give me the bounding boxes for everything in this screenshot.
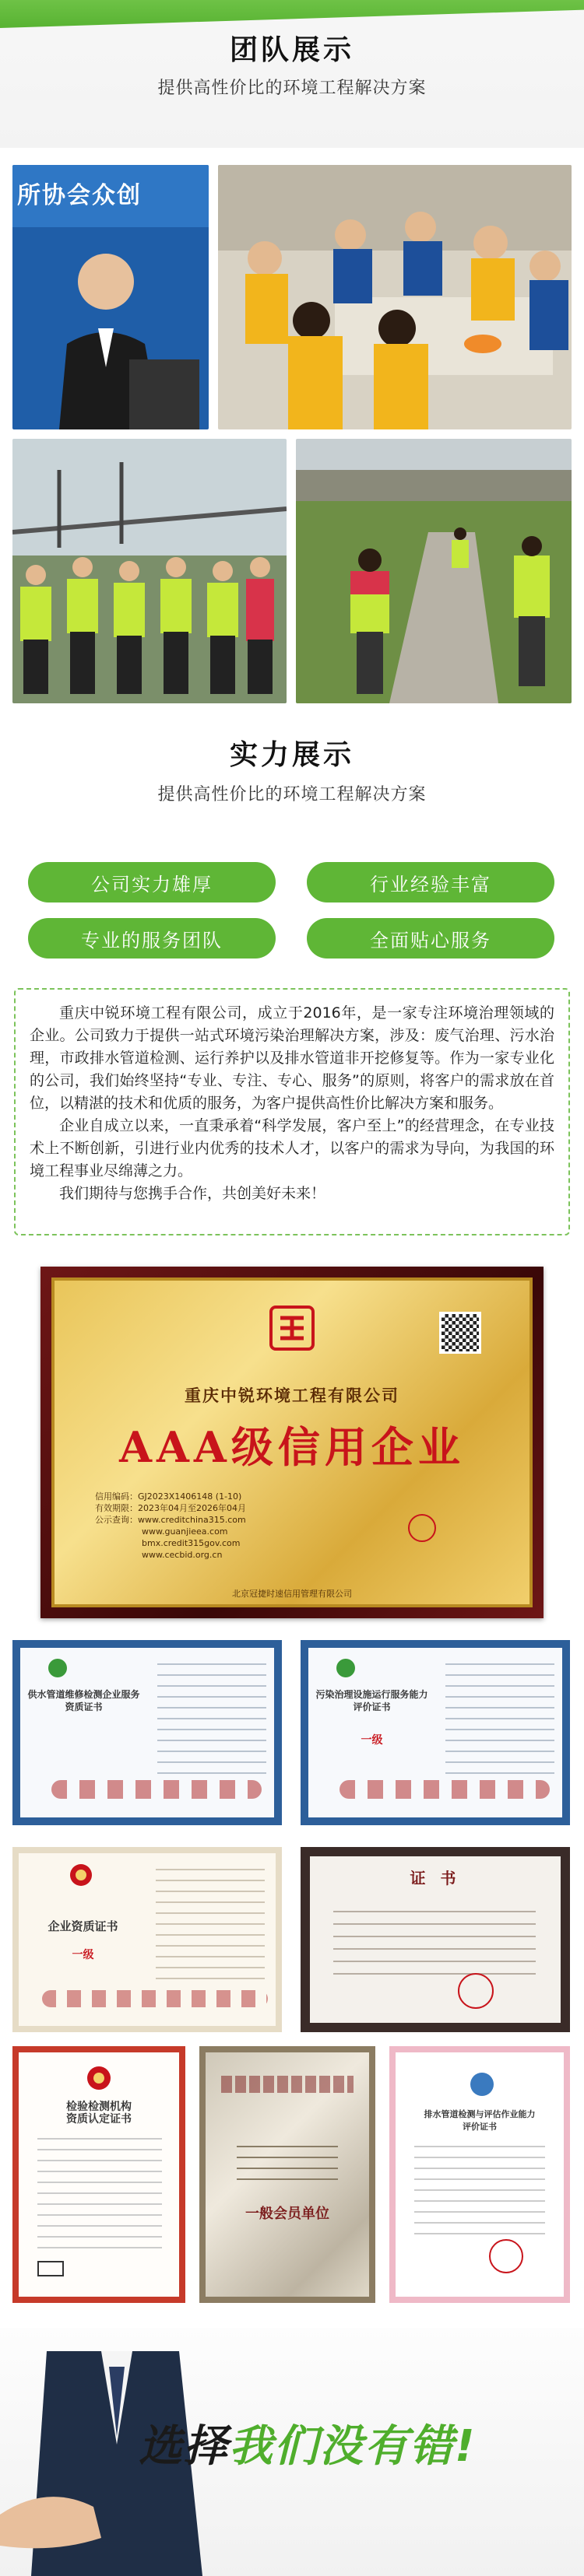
certificate-title: 一般会员单位 <box>245 2206 329 2222</box>
certificate-text-lines <box>333 1911 536 1981</box>
company-intro-box <box>14 988 570 1235</box>
slogan-dark: 选择 <box>139 2421 229 2472</box>
certificate-grade: 一级 <box>72 1949 94 1961</box>
certificate-seals <box>339 1780 550 1799</box>
photo-sign-text: 所协会众创 <box>17 182 142 209</box>
pill-full-service: 全面贴心服务 <box>307 918 554 959</box>
association-name-text <box>221 2076 354 2093</box>
certificate-text-lines <box>445 1663 554 1780</box>
aaa-issuer: 北京冠捷时速信用管理有限公司 <box>232 1589 352 1599</box>
certificate-title: 排水管道检测与评估作业能力 评价证书 <box>424 2109 536 2132</box>
certificate-enterprise-qualification <box>12 1847 282 2032</box>
team-photo-bridge <box>12 439 287 703</box>
certificate-grade: 一级 <box>361 1734 383 1747</box>
qr-code-icon <box>439 1312 481 1354</box>
certificate-title: 供水管道维修检测企业服务 资质证书 <box>27 1689 140 1712</box>
aaa-info-block <box>95 1491 246 1561</box>
certificate-water-supply <box>12 1640 282 1825</box>
certificate-title: 证 书 <box>410 1869 461 1887</box>
certificate-text-lines <box>414 2146 545 2239</box>
aaa-certificate-frame <box>40 1267 544 1618</box>
team-photo-speaker <box>12 165 209 429</box>
aaa-info-line: 信用编码：GJ2023X1406148 (1-10) <box>95 1491 242 1502</box>
team-photo-walking <box>296 439 572 703</box>
certificate-text-lines <box>156 1869 265 1985</box>
certificate-inspection-agency <box>12 2046 185 2303</box>
certificate-text-lines <box>237 2146 338 2185</box>
team-photo-meeting <box>218 165 572 429</box>
aaa-info-line: www.cecbid.org.cn <box>142 1550 223 1560</box>
aaa-grade-title: AAA级信用企业 <box>119 1422 465 1472</box>
team-subtitle: 提供高性价比的环境工程解决方案 <box>157 79 427 98</box>
certificate-title: 检验检测机构 资质认定证书 <box>66 2101 132 2126</box>
pill-industry-experience: 行业经验丰富 <box>307 862 554 902</box>
seal-stamp-icon <box>489 2239 523 2273</box>
seal-stamp-icon <box>408 1514 436 1542</box>
intro-paragraph-3: 我们期待与您携手合作，共创美好未来！ <box>59 1185 326 1202</box>
certificate-seals <box>42 1990 268 2007</box>
certificate-drainage-inspection <box>389 2046 570 2303</box>
national-emblem-icon <box>86 2065 112 2091</box>
slogan-green: 我们没有错! <box>229 2421 477 2472</box>
seal-stamp-icon <box>458 1973 494 2009</box>
aaa-certificate <box>51 1277 533 1607</box>
certificate-seals <box>51 1780 262 1799</box>
certificate-title: 企业资质证书 <box>47 1919 118 1933</box>
emblem-icon <box>335 1657 357 1679</box>
aaa-info-line: 有效期限：2023年04月至2026年04月 <box>95 1503 246 1513</box>
closing-slogan <box>139 2412 477 2474</box>
cma-logo-icon <box>37 2261 64 2276</box>
emblem-icon <box>47 1657 69 1679</box>
pill-strong-company: 公司实力雄厚 <box>28 862 276 902</box>
certificate-text-lines <box>157 1663 266 1780</box>
strength-subtitle: 提供高性价比的环境工程解决方案 <box>157 785 427 804</box>
intro-paragraph-1: 重庆中锐环境工程有限公司，成立于2016年，是一家专注环境治理领域的企业。公司致力于提供一站式环境污染治理解决方案，涉及：废气治理、污水治理，市政排水管道检测、运行养护以及排水管道非开挖修复等。作为一家专业化的公司，我们始终坚持“专业、专注、专心、服务”的原则，将客户的需求放在首位，以精湛的技术和优质的服务，为客户提供高性价比解决方案和服务。 <box>30 1004 554 1112</box>
certificate-text-lines <box>37 2138 162 2255</box>
pill-professional-team: 专业的服务团队 <box>28 918 276 959</box>
aaa-company-name: 重庆中锐环境工程有限公司 <box>185 1386 399 1405</box>
credit-logo-icon <box>268 1304 316 1352</box>
team-title: 团队展示 <box>229 34 354 66</box>
certificate-title: 污染治理设施运行服务能力 评价证书 <box>315 1689 428 1712</box>
aaa-info-line: www.guanjieea.com <box>142 1526 228 1537</box>
intro-paragraph-2: 企业自成立以来，一直秉承着“科学发展，客户至上”的经营理念，在专业技术上不断创新，引进行业内优秀的技术人才，以客户的需求为导向，为我国的环境工程事业尽绵薄之力。 <box>30 1117 554 1179</box>
closing-banner <box>0 2328 584 2576</box>
aaa-info-line: 公示查询：www.creditchina315.com <box>95 1515 246 1525</box>
emblem-icon <box>469 2071 495 2098</box>
certificate-pollution-control <box>301 1640 570 1825</box>
strength-title: 实力展示 <box>229 739 354 771</box>
emblem-icon <box>69 1863 93 1887</box>
certificate-honor <box>301 1847 570 2032</box>
team-header <box>0 0 584 148</box>
aaa-info-line: bmx.credit315gov.com <box>142 1538 241 1548</box>
certificate-association-member <box>199 2046 375 2303</box>
